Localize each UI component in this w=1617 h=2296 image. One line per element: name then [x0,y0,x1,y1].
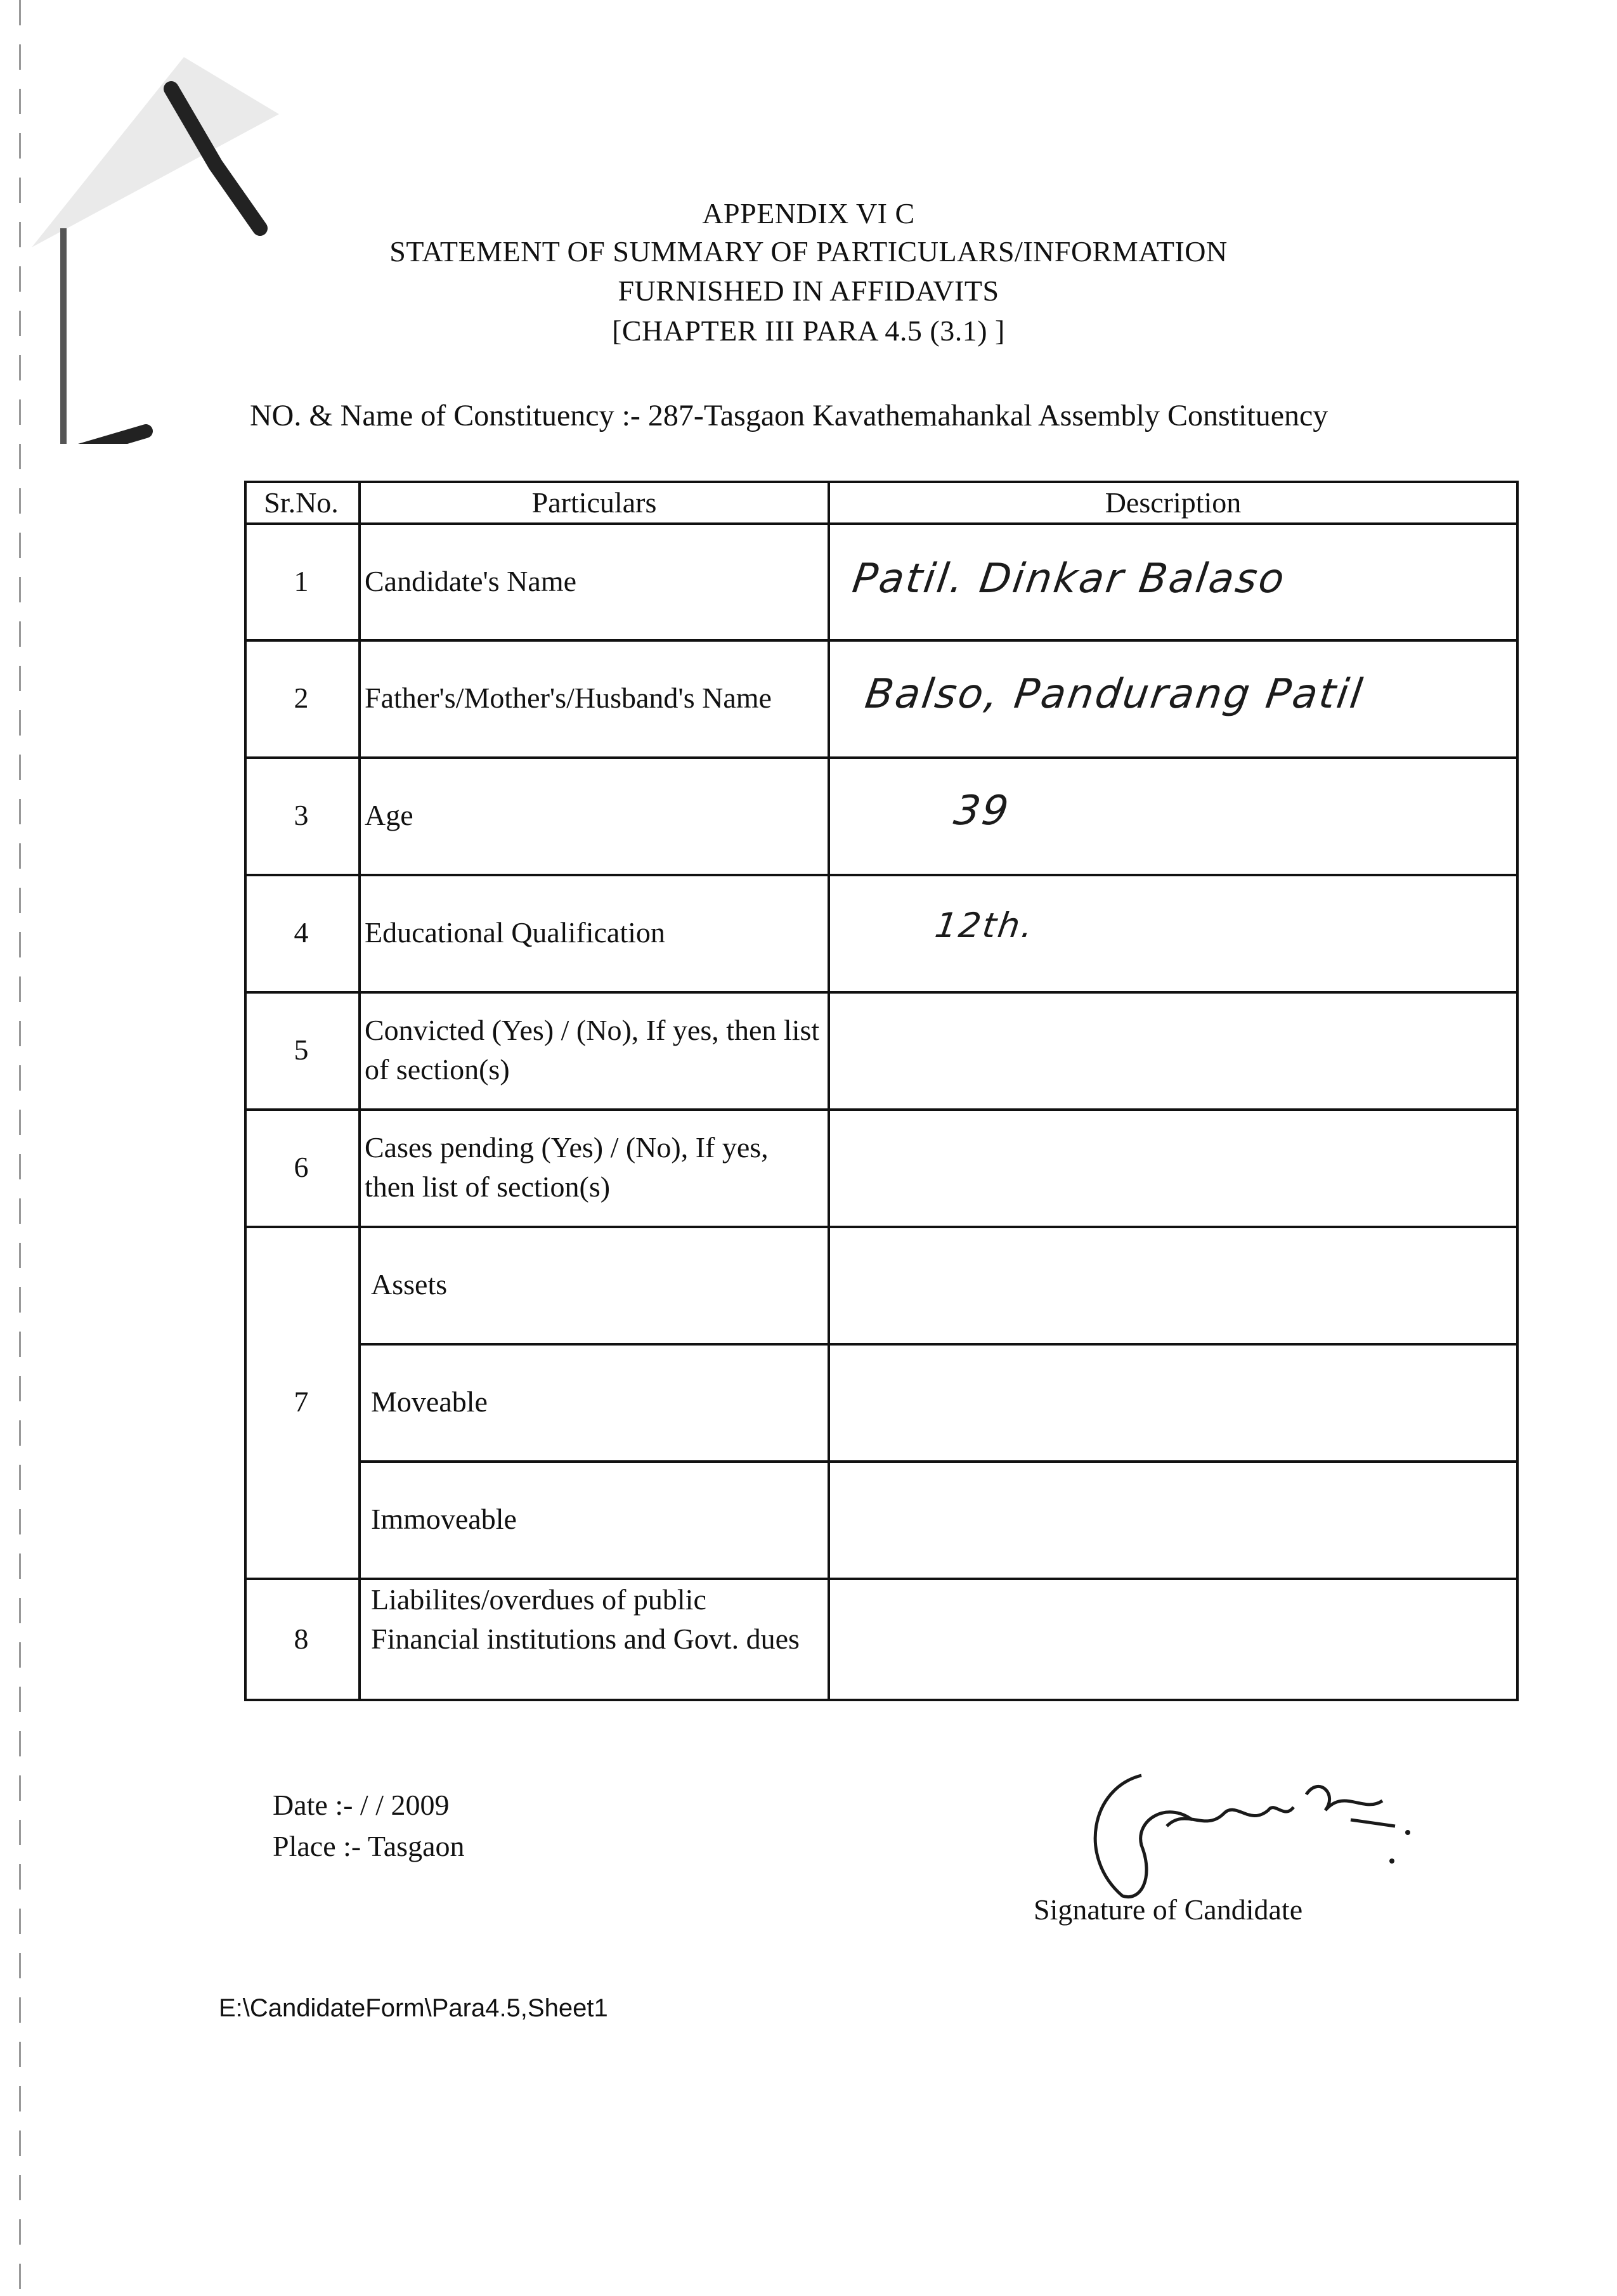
row-particulars: Candidate's Name [365,565,577,597]
handwritten-age: 39 [951,788,1013,834]
immoveable-label: Immoveable [371,1503,517,1535]
handwritten-qualification: 12th. [932,905,1037,945]
signature-label: Signature of Candidate [1034,1893,1303,1926]
statement-title: STATEMENT OF SUMMARY OF PARTICULARS/INFORMATION [389,235,1228,268]
chapter-reference: [CHAPTER III PARA 4.5 (3.1) ] [612,315,1005,347]
moveable-label: Moveable [371,1385,488,1418]
row-particulars: Father's/Mother's/Husband's Name [365,682,772,714]
statement-subtitle: FURNISHED IN AFFIDAVITS [618,275,999,307]
row-sr-no: 1 [294,565,309,597]
handwritten-parent-name: Balso, Pandurang Patil [862,671,1367,718]
row-sr-no: 6 [294,1151,309,1183]
row-sr-no: 5 [294,1034,309,1066]
header-sr-no: Sr.No. [264,486,339,519]
row-particulars: Educational Qualification [365,916,665,949]
row-particulars: Convicted (Yes) / (No), If yes, then list of section(s) [365,1014,820,1086]
row-sr-no: 8 [294,1623,309,1655]
row-sr-no: 4 [294,916,309,949]
handwritten-candidate-name: Patil. Dinkar Balaso [849,555,1289,602]
row-sr-no: 2 [294,682,309,714]
header-description: Description [1105,486,1242,519]
row-sr-no: 3 [294,799,309,831]
appendix-title: APPENDIX VI C [702,197,915,230]
assets-label: Assets [371,1268,448,1300]
row-sr-no: 7 [294,1385,309,1418]
place-field: Place :- Tasgaon [273,1830,465,1862]
summary-table [244,481,1519,1701]
candidate-signature [1065,1750,1420,1902]
file-path: E:\CandidateForm\Para4.5,Sheet1 [219,1994,608,2022]
row-particulars: Liabilites/overdues of public Financial institutions and Govt. dues [371,1583,800,1655]
date-field: Date :- / / 2009 [273,1789,450,1821]
row-particulars: Cases pending (Yes) / (No), If yes, then list of section(s) [365,1131,769,1203]
header-particulars: Particulars [531,486,657,519]
constituency-line: NO. & Name of Constituency :- 287-Tasgaon Kavathemahankal Assembly Constituency [250,399,1328,432]
row-particulars: Age [365,799,413,831]
